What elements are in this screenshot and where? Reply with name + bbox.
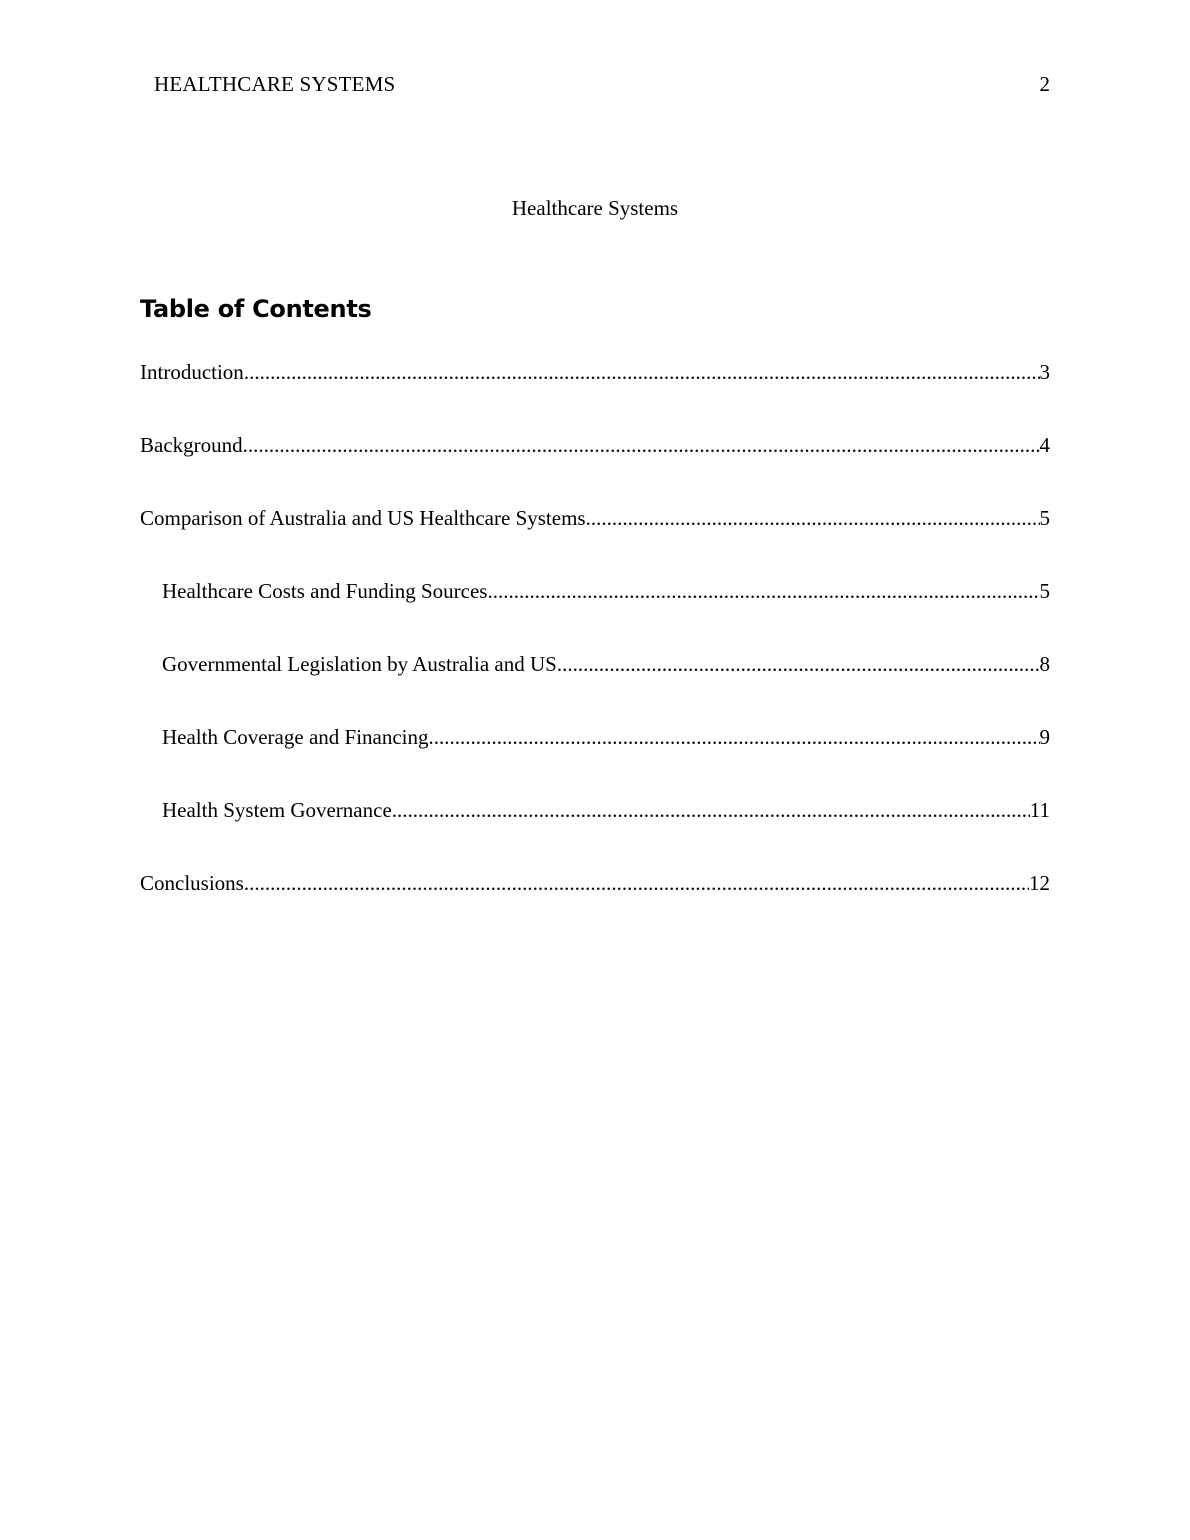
toc-entry-text: Comparison of Australia and US Healthcare Systems [140,506,586,530]
running-head: HEALTHCARE SYSTEMS [154,72,396,96]
toc-entry-background[interactable] [140,431,1050,504]
toc-entry-page: 8 [1039,652,1050,676]
toc-entry-page: 3 [1039,360,1050,384]
toc-entry-coverage-financing[interactable] [140,723,1050,796]
toc-dot-leader [586,504,1040,532]
toc-entry-governance[interactable] [140,796,1050,869]
toc-entry-costs-funding[interactable] [140,577,1050,650]
document-title: Healthcare Systems [511,196,679,220]
toc-entry-legislation[interactable] [140,650,1050,723]
toc-entry-text: Health Coverage and Financing [162,725,429,749]
toc-heading: Table of Contents [140,295,372,323]
toc-dot-leader [557,650,1040,678]
toc-entry-page: 5 [1039,506,1050,530]
toc-entry-comparison[interactable] [140,504,1050,577]
toc-entry-page: 5 [1039,579,1050,603]
toc-dot-leader [244,358,1040,386]
toc-entry-text: Health System Governance [162,798,392,822]
table-of-contents [140,358,1050,942]
toc-dot-leader [244,869,1029,897]
toc-entry-text: Healthcare Costs and Funding Sources [162,579,488,603]
toc-entry-text: Conclusions [140,871,244,895]
toc-dot-leader [243,431,1040,459]
toc-entry-page: 9 [1039,725,1050,749]
toc-entry-text: Introduction [140,360,244,384]
toc-entry-conclusions[interactable] [140,869,1050,942]
toc-entry-text: Governmental Legislation by Australia and US [162,652,557,676]
toc-entry-text: Background [140,433,243,457]
toc-entry-page: 4 [1039,433,1050,457]
toc-dot-leader [487,577,1039,605]
toc-dot-leader [429,723,1040,751]
toc-entry-page: 11 [1029,798,1050,822]
toc-entry-introduction[interactable] [140,358,1050,431]
toc-entry-page: 12 [1029,871,1050,895]
page-number: 2 [1039,72,1050,96]
toc-dot-leader [392,796,1030,824]
